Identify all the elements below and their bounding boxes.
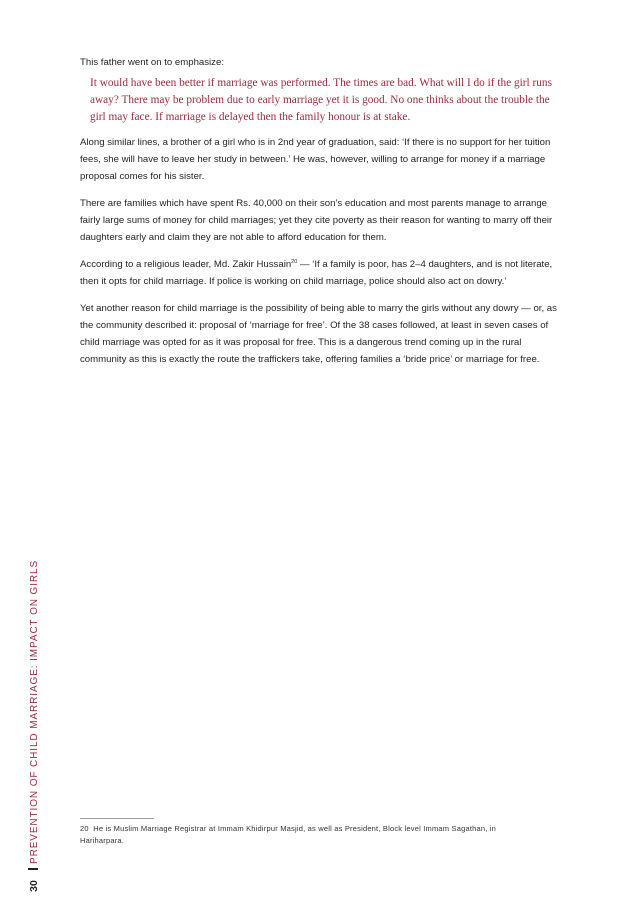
paragraph-religious-leader-quote: — ‘If a family is poor, has 2–4 daughters, and is not literate, then it opts for child marriage. If police is working on child marriage, police should also act on dowry.’ — [80, 259, 553, 287]
footnote-number: 20 — [80, 824, 89, 833]
footnote — [80, 823, 540, 847]
paragraph-families: There are families which have spent Rs. 40,000 on their son’s education and most parents manage to arrange fairly large sums of money for child marriages; yet they cite poverty as their reason for wanting to marry off their daughters early and claim they are not able to afford education for them. — [80, 198, 553, 243]
page-number: 30 — [27, 880, 40, 892]
running-header: PREVENTION OF CHILD MARRIAGE: IMPACT ON GIRLS — [29, 559, 40, 864]
paragraph-dowry: Yet another reason for child marriage is the possibility of being able to marry the girls without any dowry — or, as the community described it: proposal of ‘marriage for free’. Of the 38 cases followed, at least in seven cases of child marriage was opted for as it was proposal for free. This is a dangerous trend coming up in the rural community as this is exactly the route the traffickers take, offering families a ‘bride price’ or marriage for free. — [80, 303, 557, 365]
footnote-text: He is Muslim Marriage Registrar at Immam Khidirpur Masjid, as well as President, Block level Immam Sagathan, in Hariharpara. — [80, 824, 497, 845]
footnote-reference[interactable]: 20 — [291, 258, 298, 265]
paragraph-religious-leader — [80, 256, 564, 290]
paragraph-brother: Along similar lines, a brother of a girl who is in 2nd year of graduation, said: ‘If there is no support for her tuition fees, she will have to leave her study in between.’ He was, however, willing to arrange for money if a marriage proposal comes for his sister. — [80, 137, 551, 182]
body-text — [80, 54, 564, 378]
paragraph-religious-leader-text: According to a religious leader, Md. Zakir Hussain — [80, 259, 292, 270]
running-header-divider — [28, 868, 38, 870]
footnote-divider — [80, 818, 154, 819]
block-quote: It would have been better if marriage was performed. The times are bad. What will I do if the girl runs away? There may be problem due to early marriage yet it is good. No one thinks about the trouble the girl may face. If marriage is delayed then the family honour is at stake. — [90, 77, 552, 123]
intro-paragraph: This father went on to emphasize: — [80, 57, 224, 68]
